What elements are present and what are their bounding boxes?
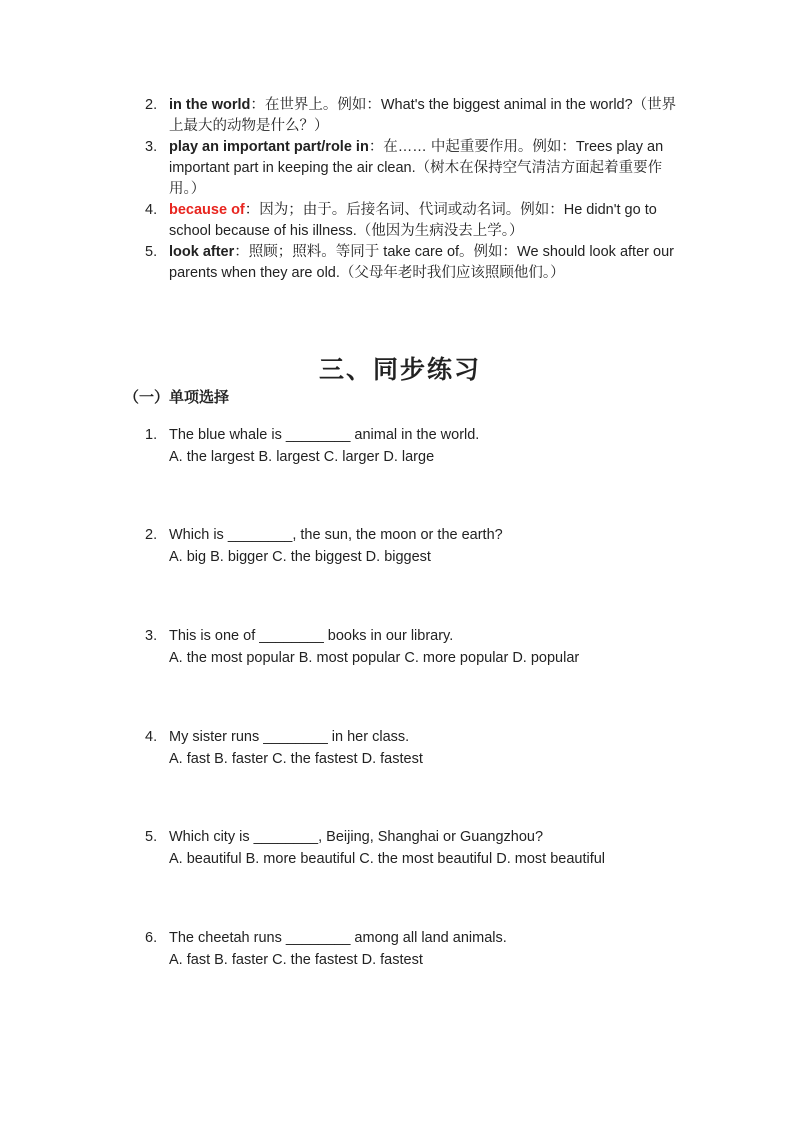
subsection-title: （一）单项选择 [124, 388, 230, 406]
vocab-term: play an important part/role in [169, 139, 369, 155]
question-stem: This is one of ________ books in our library. [169, 628, 454, 644]
question-number: 2. [145, 527, 158, 543]
vocab-item [0, 242, 800, 284]
question-item [0, 827, 800, 870]
question-number: 3. [145, 628, 158, 644]
vocab-item [0, 95, 800, 137]
vocab-term: in the world [169, 97, 251, 113]
vocab-term-highlighted: because of [169, 202, 245, 218]
vocab-explanation: ：在世界上。例如：What's the biggest animal in the world?（世界上最大的动物是什么？） [169, 97, 677, 134]
question-options: A. the most popular B. most popular C. more popular D. popular [169, 649, 580, 666]
vocabulary-list [0, 95, 800, 284]
vocab-number: 5. [145, 244, 158, 260]
question-options: A. fast B. faster C. the fastest D. fastest [169, 750, 423, 767]
question-stem: My sister runs ________ in her class. [169, 729, 410, 745]
question-stem: The cheetah runs ________ among all land animals. [169, 930, 507, 946]
vocab-number: 2. [145, 97, 158, 113]
vocab-number: 4. [145, 202, 158, 218]
vocab-explanation: ：照顾；照料。等同于 take care of。例如：We should look after our parents when they are old.（父母年老时我们应该照顾他们。） [169, 244, 674, 281]
vocab-explanation: ：因为；由于。后接名词、代词或动名词。例如：He didn't go to school because of his illness.（他因为生病没去上学。） [169, 202, 657, 239]
question-stem: Which city is ________, Beijing, Shanghai or Guangzhou? [169, 829, 544, 845]
question-item [0, 626, 800, 669]
question-item [0, 727, 800, 770]
question-number: 5. [145, 829, 158, 845]
vocab-number: 3. [145, 139, 158, 155]
section-title: 三、同步练习 [318, 355, 481, 384]
question-item [0, 928, 800, 971]
question-item [0, 425, 800, 468]
question-options: A. beautiful B. more beautiful C. the most beautiful D. most beautiful [169, 850, 606, 867]
question-item [0, 525, 800, 568]
question-number: 1. [145, 427, 158, 443]
question-options: A. big B. bigger C. the biggest D. biggest [169, 548, 431, 565]
question-options: A. fast B. faster C. the fastest D. fastest [169, 951, 423, 968]
vocab-explanation: ：在…… 中起重要作用。例如：Trees play an important part in keeping the air clean.（树木在保持空气清洁方面起着重要作用。） [169, 139, 664, 197]
question-number: 6. [145, 930, 158, 946]
question-stem: Which is ________, the sun, the moon or the earth? [169, 527, 503, 543]
question-options: A. the largest B. largest C. larger D. large [169, 448, 435, 465]
question-stem: The blue whale is ________ animal in the world. [169, 427, 480, 443]
vocab-term: look after [169, 244, 235, 260]
vocab-item [0, 200, 800, 242]
vocab-item [0, 137, 800, 200]
question-number: 4. [145, 729, 158, 745]
